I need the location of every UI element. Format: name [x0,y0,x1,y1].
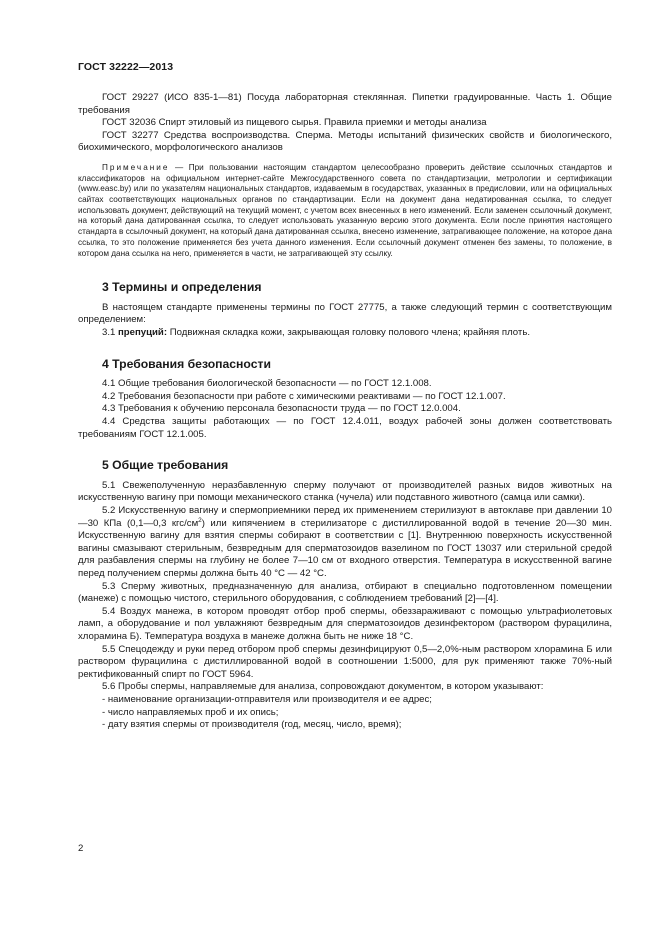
superscript: 2 [198,516,202,524]
list-item: - число направляемых проб и их опись; [102,706,279,718]
reference-item: ГОСТ 29227 (ИСО 835-1—81) Посуда лабораторная стеклянная. Пипетки градуированные. Часть 1. Общие требования [78,92,612,116]
section-5-5: 5.5 Спецодежду и руки перед отбором проб спермы дезинфицируют 0,5—2,0%-ным раствором хлорамина Б или раствором фурацилина с дистиллированной водой в соотношении 1:5000, для рук применяют также 70%-ный ректификованный спирт по ГОСТ 5964. [78,643,612,680]
section-5-2-part-b: ) или кипячением в стерилизаторе с дистиллированной водой в течение 20—30 мин. Искусственную вагину для взятия спермы собирают в соответствии с [1]. Внутреннюю поверхность искусственной вагины смазывают стерильным, безвредным для сперматозоидов вазелином по ГОСТ 13037 или стерильной средой для разбавления спермы на глубину не более 7—10 см от входного отверстия. Температура в искусственной вагине перед получением спермы должна быть 40 °С — 42 °С. [78,517,612,579]
term-number: 3.1 [102,327,119,339]
document-header: ГОСТ 32222—2013 [78,61,174,73]
section-4-item: 4.4 Средства защиты работающих — по ГОСТ 12.4.011, воздух рабочей зоны должен соответствовать требованиям ГОСТ 12.1.005. [78,416,612,440]
section-4-item: 4.3 Требования к обучению персонала безопасности труда — по ГОСТ 12.0.004. [102,403,461,415]
term-def: Подвижная складка кожи, закрывающая головку полового члена; крайняя плоть. [167,327,530,339]
section-5-4: 5.4 Воздух манежа, в котором проводят отбор проб спермы, обеззараживают с помощью ультрафиолетовых ламп, а оборудование и пол увлажняют безвредным для сперматозоидов дезинфектором (раствором фурацилина, хлорамина Б). Температура воздуха в манеже должна быть не ниже 18 °С. [78,605,612,642]
section-5-3: 5.3 Сперму животных, предназначенную для анализа, отбирают в специально подготовленном помещении (манеже) с помощью чистого, стерильного оборудования, с соблюдением требований [2]—[4]. [78,580,612,605]
term-name: препуций: [118,327,168,339]
reference-item: ГОСТ 32036 Спирт этиловый из пищевого сырья. Правила приемки и методы анализа [102,117,487,129]
note-paragraph [78,163,612,259]
section-4-item: 4.1 Общие требования биологической безопасности — по ГОСТ 12.1.008. [102,378,432,390]
note-text: — При пользовании настоящим стандартом целесообразно проверить действие ссылочных стандартов и классификаторов на официальном интернет-сайте Межгосударственного совета по стандартизации, метрологии и сертификации (www.easc.by) или по указателям национальных стандартов, издаваемым в государствах, указанных в предисловии, или на официальных сайтах соответствующих национальных органов по стандартизации. Если на документ дана недатированная ссылка, то следует использовать документ, действующий на текущий момент, с учетом всех внесенных в него изменений. Если заменен ссылочный документ, на который дана датированная ссылка, то следует использовать указанную версию этого документа. Если после принятия настоящего стандарта в ссылочный документ, на который дана датированная ссылка, внесено изменение, затрагивающее положение, на которое дана ссылка, то это положение применяется без учета данного изменения. Если ссылочный документ отменен без замены, то положение, в котором дана ссылка на него, применяется в части, не затрагивающей эту ссылку. [78,162,612,258]
document-body [78,92,612,732]
section-5-1: 5.1 Свежеполученную неразбавленную сперму получают от производителей разных видов животных на искусственную вагину при помощи механического станка (чучела) или подставного животного (самца или самки). [78,479,612,504]
section-5-2 [78,505,612,581]
list-item: - наименование организации-отправителя или производителя и ее адрес; [102,693,432,705]
page-number: 2 [78,843,84,854]
list-item: - дату взятия спермы от производителя (год, месяц, число, время); [102,719,402,731]
term-definition [78,327,612,340]
section-5-2-part-a: 5.2 Искусственную вагину и спермоприемники перед их применением стерилизуют в автоклаве при давлении 10—30 КПа (0,1—0,3 кгс/см [78,505,612,529]
section-3-intro: В настоящем стандарте применены термины по ГОСТ 27775, а также следующий термин с соответствующим определением: [78,301,612,326]
section-5-6: 5.6 Пробы спермы, направляемые для анализа, сопровождают документом, в котором указывают: [102,681,544,693]
section-4-heading: 4 Требования безопасности [102,356,271,371]
note-label: Примечание [102,162,170,172]
section-4-item: 4.2 Требования безопасности при работе с химическими реактивами — по ГОСТ 12.1.007. [102,390,506,402]
section-5-heading: 5 Общие требования [102,458,229,473]
section-3-heading: 3 Термины и определения [102,280,262,295]
reference-item: ГОСТ 32277 Средства воспроизводства. Сперма. Методы испытаний физических свойств и биологического, биохимического, морфологического анализов [78,129,612,154]
